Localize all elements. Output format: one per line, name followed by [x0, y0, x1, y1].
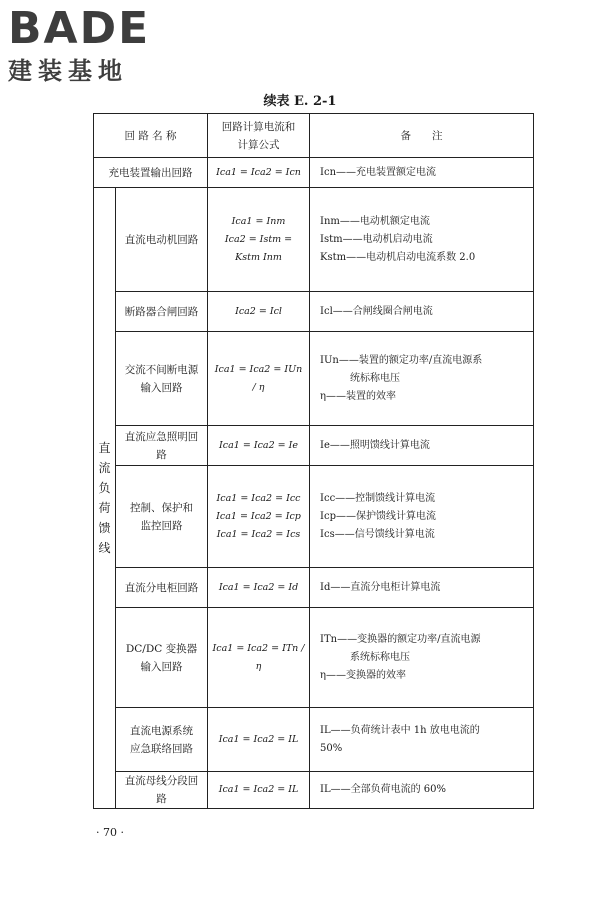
header-name: 回 路 名 称 [94, 114, 208, 158]
table-row: 直流负荷馈线 直流电动机回路 Ica1 = Inm Ica2 = Istm = Kstm Inm Inm——电动机额定电流 Istm——电动机启动电流 Kstm——电动机启动电流系数 2.0 [94, 188, 534, 292]
page-number: · 70 · [96, 826, 124, 839]
table-row: 直流母线分段回路 Ica1 = Ica2 = IL IL——全部负荷电流的 60% [94, 772, 534, 809]
logo-brand-text: BADE [8, 3, 151, 54]
table-row: DC/DC 变换器 输入回路 Ica1 = Ica2 = ITn / η ITn——变换器的额定功率/直流电源 系统标称电压 η——变换器的效率 [94, 608, 534, 708]
table-row: 断路器合闸回路 Ica2 = Icl Icl——合闸线圈合闸电流 [94, 292, 534, 332]
table-row: 控制、保护和 监控回路 Ica1 = Ica2 = Icc Ica1 = Ica2 = Icp Ica1 = Ica2 = Ics Icc——控制馈线计算电流 Icp——保护馈线计算电流 Ics——信号馈线计算电流 [94, 466, 534, 568]
logo-subtitle: 建装基地 [8, 57, 128, 85]
brand-logo [8, 4, 183, 86]
table-row: 充电装置输出回路 Ica1 = Ica2 = Icn Icn——充电装置额定电流 [94, 158, 534, 188]
group-label: 直流负荷馈线 [94, 188, 116, 809]
header-note: 备 注 [310, 114, 534, 158]
table-row: 直流应急照明回路 Ica1 = Ica2 = Ie Ie——照明馈线计算电流 [94, 426, 534, 466]
header-formula: 回路计算电流和 计算公式 [208, 114, 310, 158]
circuit-current-table [93, 113, 534, 809]
table-row: 直流电源系统 应急联络回路 Ica1 = Ica2 = IL IL——负荷统计表中 1h 放电电流的 50% [94, 708, 534, 772]
table-row: 交流不间断电源 输入回路 Ica1 = Ica2 = IUn / η IUn——装置的额定功率/直流电源系 统标称电压 η——装置的效率 [94, 332, 534, 426]
table-title: 续表 E. 2-1 [263, 94, 337, 109]
table-row: 直流分电柜回路 Ica1 = Ica2 = Id Id——直流分电柜计算电流 [94, 568, 534, 608]
header-row [94, 114, 534, 158]
